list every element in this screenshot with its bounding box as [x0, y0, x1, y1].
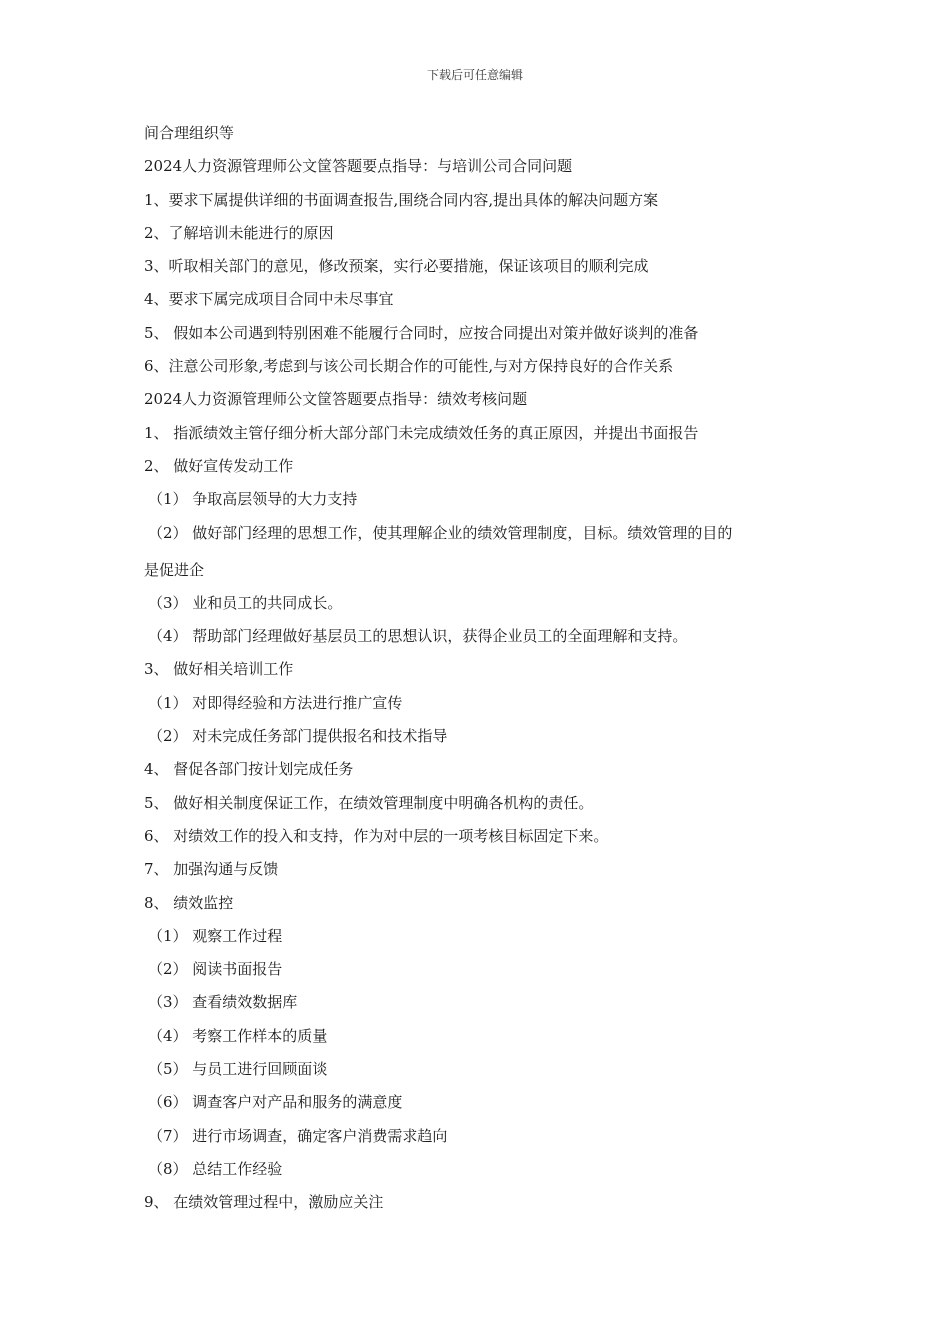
section-heading: 2024人力资源管理师公文筐答题要点指导：绩效考核问题	[144, 390, 528, 409]
list-item: 1、 指派绩效主管仔细分析大部分部门未完成绩效任务的真正原因，并提出书面报告	[144, 423, 699, 442]
list-item: 6、注意公司形象,考虑到与该公司长期合作的可能性,与对方保持良好的合作关系	[144, 357, 674, 376]
sub-list-item: （1） 对即得经验和方法进行推广宣传	[148, 693, 403, 712]
sub-list-item: （5） 与员工进行回顾面谈	[148, 1060, 328, 1079]
list-item: 5、 做好相关制度保证工作，在绩效管理制度中明确各机构的责任。	[144, 793, 594, 812]
sub-list-item: （3） 查看绩效数据库	[148, 993, 298, 1012]
sub-list-item: （3） 业和员工的共同成长。	[148, 593, 343, 612]
list-item: 2、了解培训未能进行的原因	[144, 223, 334, 242]
list-item: 7、 加强沟通与反馈	[144, 860, 279, 879]
list-item: 3、 做好相关培训工作	[144, 660, 294, 679]
list-item: 8、 绩效监控	[144, 893, 234, 912]
sub-list-item: （1） 争取高层领导的大力支持	[148, 490, 358, 509]
sub-list-item: （2） 做好部门经理的思想工作，使其理解企业的绩效管理制度，目标。绩效管理的目的	[148, 523, 733, 542]
list-item: 4、 督促各部门按计划完成任务	[144, 760, 354, 779]
list-item: 9、 在绩效管理过程中，激励应关注	[144, 1193, 384, 1212]
text-line: 是促进企	[144, 560, 205, 579]
sub-list-item: （7） 进行市场调查，确定客户消费需求趋向	[148, 1126, 448, 1145]
sub-list-item: （4） 帮助部门经理做好基层员工的思想认识，获得企业员工的全面理解和支持。	[148, 627, 688, 646]
list-item: 3、听取相关部门的意见，修改预案，实行必要措施，保证该项目的顺利完成	[144, 257, 649, 276]
sub-list-item: （6） 调查客户对产品和服务的满意度	[148, 1093, 403, 1112]
document-body	[144, 124, 824, 1227]
sub-list-item: （1） 观察工作过程	[148, 926, 283, 945]
list-item: 6、 对绩效工作的投入和支持，作为对中层的一项考核目标固定下来。	[144, 826, 609, 845]
list-item: 4、要求下属完成项目合同中未尽事宜	[144, 290, 394, 309]
page-header: 下载后可任意编辑	[426, 68, 523, 82]
list-item: 2、 做好宣传发动工作	[144, 456, 294, 475]
section-heading: 2024人力资源管理师公文筐答题要点指导：与培训公司合同问题	[144, 157, 573, 176]
list-item: 5、 假如本公司遇到特别困难不能履行合同时，应按合同提出对策并做好谈判的准备	[144, 323, 699, 342]
list-item: 1、要求下属提供详细的书面调查报告,围绕合同内容,提出具体的解决问题方案	[144, 190, 659, 209]
sub-list-item: （2） 阅读书面报告	[148, 960, 283, 979]
sub-list-item: （4） 考察工作样本的质量	[148, 1026, 328, 1045]
sub-list-item: （8） 总结工作经验	[148, 1159, 283, 1178]
text-line: 间合理组织等	[144, 124, 235, 142]
sub-list-item: （2） 对未完成任务部门提供报名和技术指导	[148, 727, 448, 746]
